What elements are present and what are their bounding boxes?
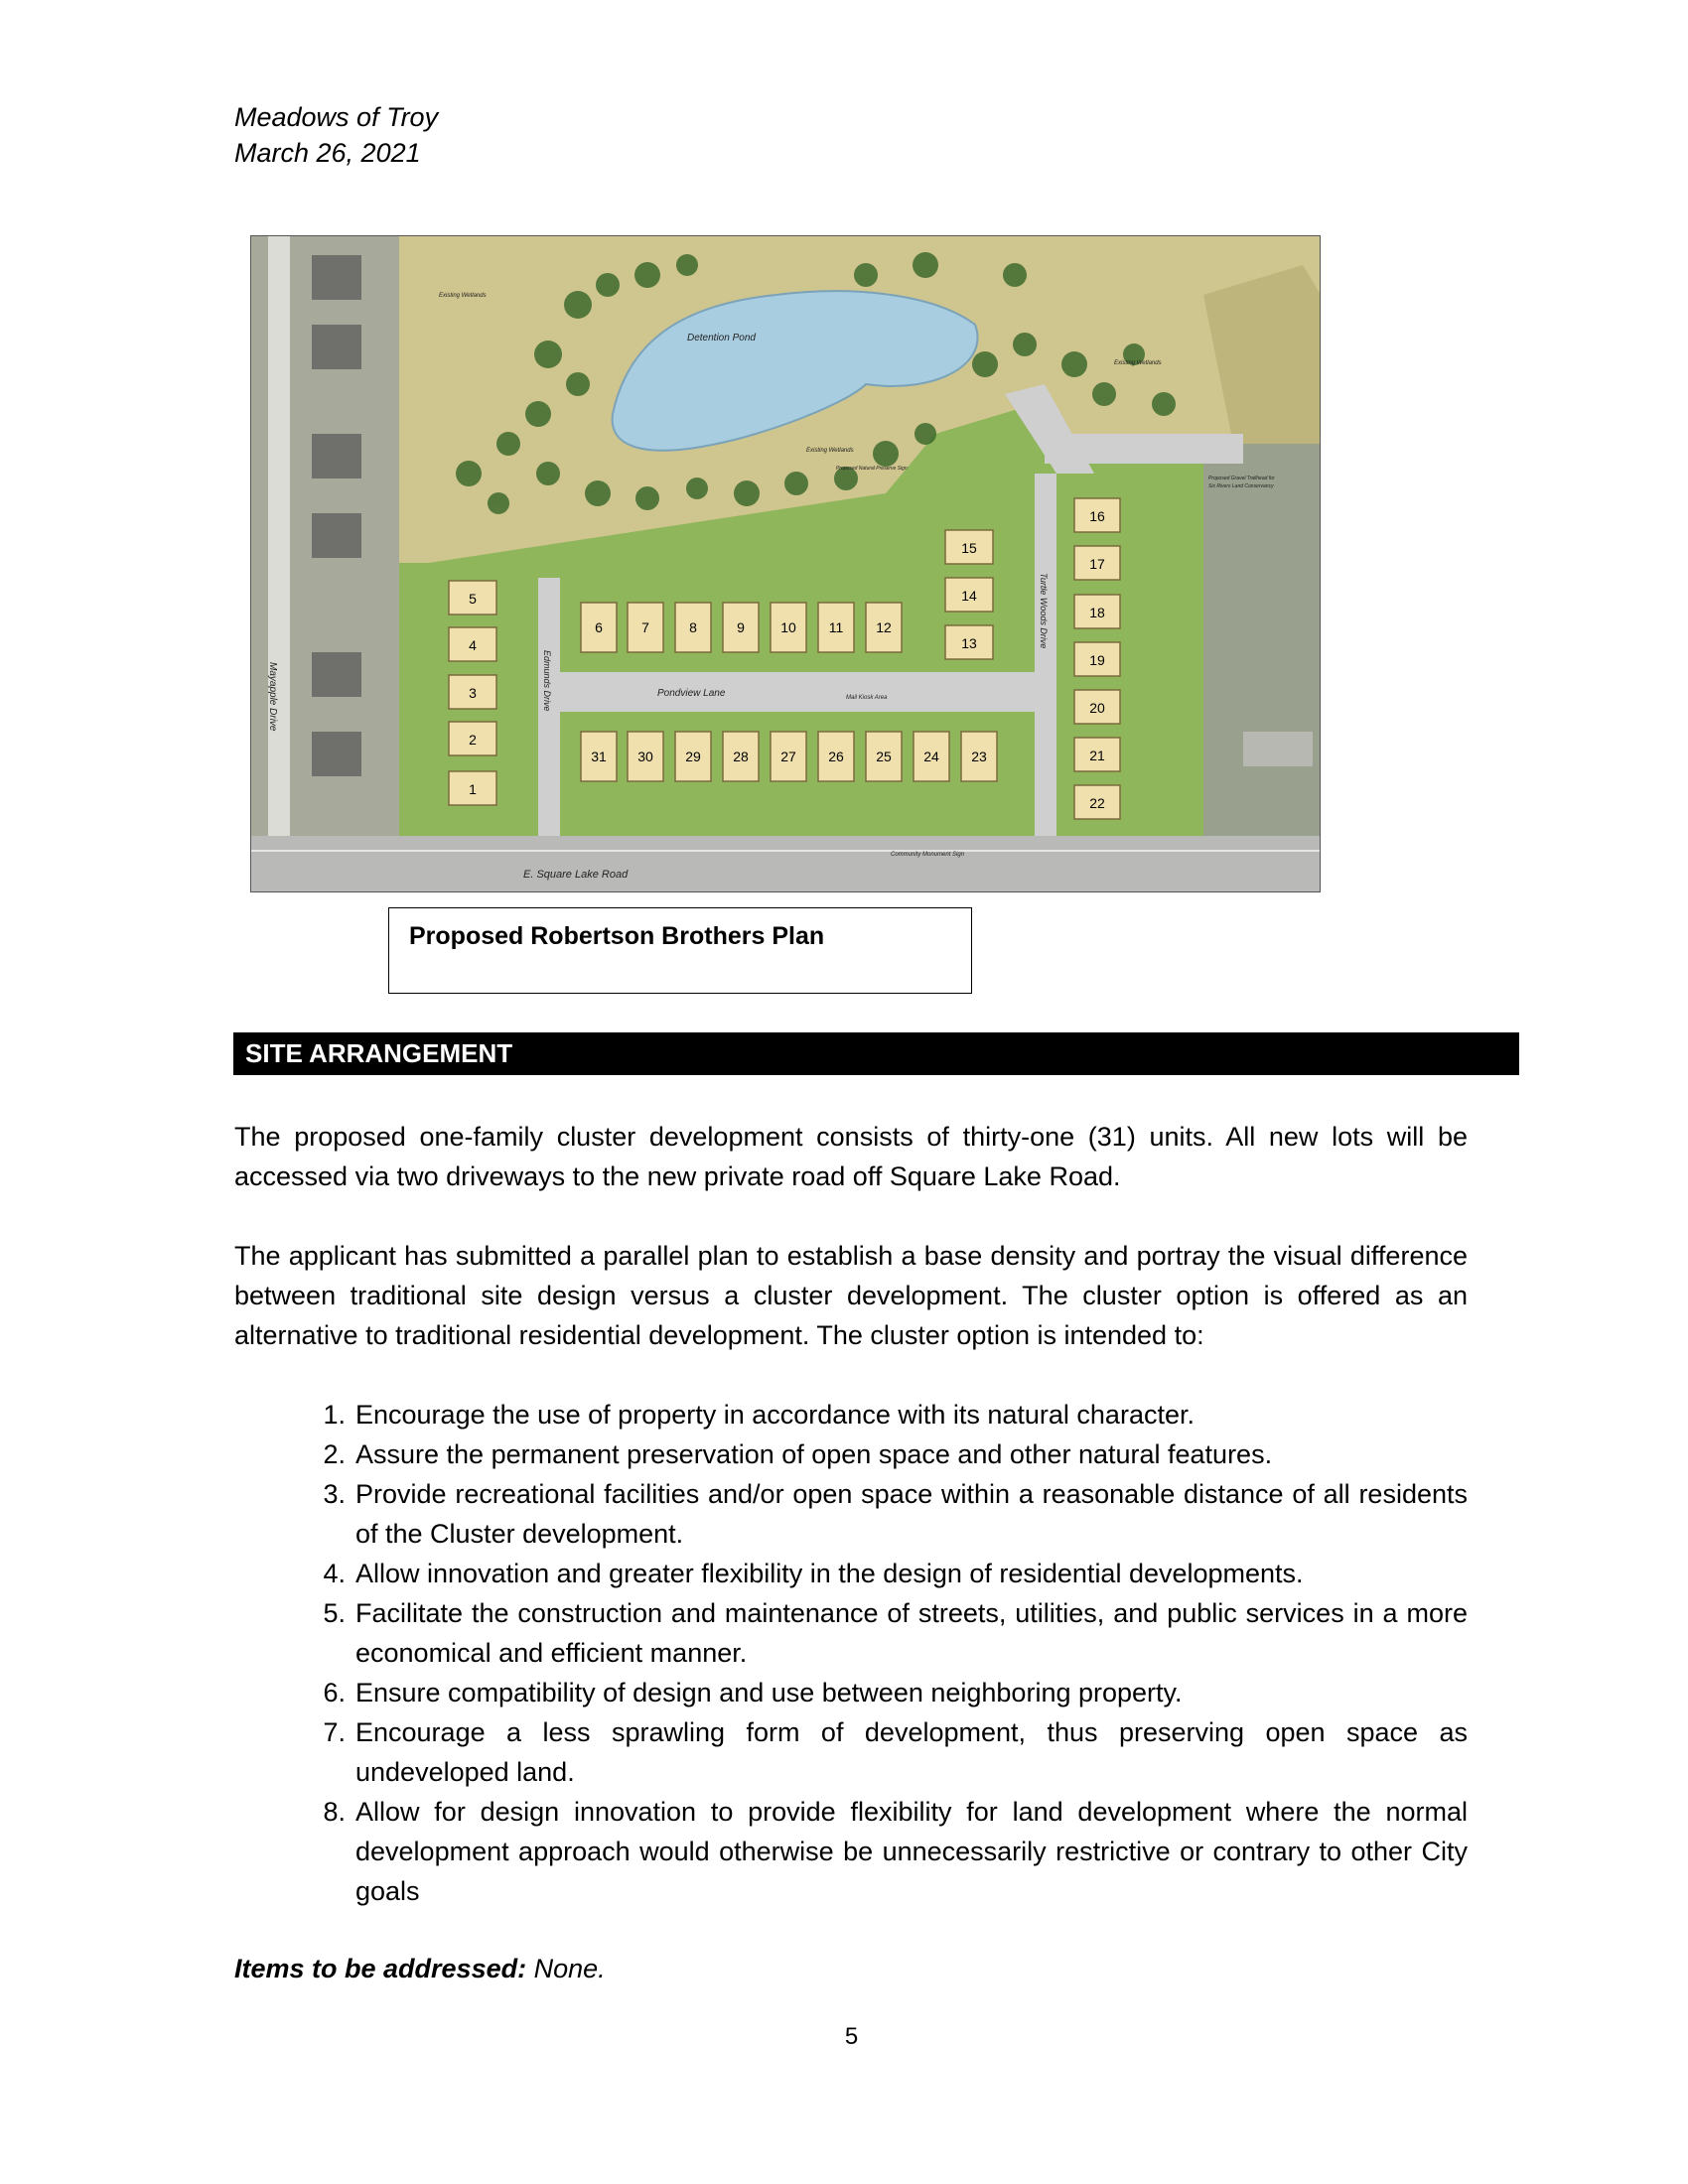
list-item — [234, 1593, 1468, 1673]
list-item — [234, 1395, 1468, 1434]
lot-19: 19 — [1089, 652, 1105, 668]
square-lake-road-label: E. Square Lake Road — [523, 869, 629, 881]
list-item — [234, 1554, 1468, 1593]
list-item — [234, 1712, 1468, 1792]
list-number: 7. — [323, 1717, 346, 1747]
detention-pond-label: Detention Pond — [687, 333, 756, 343]
lot-18: 18 — [1089, 605, 1105, 620]
paragraph-overview: The proposed one-family cluster development consists of thirty-one (31) units. All new lots will be accessed via two driveways to the new private road off Square Lake Road. — [234, 1122, 1468, 1191]
cluster-goals-list — [234, 1395, 1468, 1911]
site-plan-image — [250, 235, 1321, 892]
list-text: Facilitate the construction and maintenance of streets, utilities, and public services in a more economical and efficient manner. — [355, 1598, 1468, 1668]
lot-31: 31 — [591, 749, 607, 764]
list-text: Encourage a less sprawling form of development, thus preserving open space as undeveloped land. — [355, 1717, 1468, 1787]
lot-30: 30 — [637, 749, 653, 764]
list-number: 4. — [323, 1559, 346, 1588]
lot-5: 5 — [469, 591, 477, 607]
trailhead-label-1: Proposed Gravel Trailhead for — [1208, 476, 1275, 481]
mayapple-drive-road — [268, 235, 290, 836]
lot-15: 15 — [961, 540, 977, 556]
document-date: March 26, 2021 — [234, 138, 421, 168]
east-neighbor — [1203, 444, 1321, 836]
lot-10: 10 — [780, 619, 796, 635]
list-number: 6. — [323, 1678, 346, 1707]
natural-preserve-label: Proposed Natural Preserve Sign — [836, 466, 908, 472]
lot-13: 13 — [961, 635, 977, 651]
lot-11: 11 — [828, 619, 844, 635]
lot-29: 29 — [685, 749, 701, 764]
list-item — [234, 1474, 1468, 1554]
list-text: Allow innovation and greater flexibility in the design of residential developments. — [355, 1559, 1304, 1588]
lot-1: 1 — [469, 781, 477, 797]
east-neighbor-house — [1243, 732, 1313, 766]
square-lake-road — [250, 836, 1321, 892]
items-label: Items to be addressed: — [234, 1954, 527, 1983]
list-text: Ensure compatibility of design and use between neighboring property. — [355, 1678, 1183, 1707]
list-item — [234, 1792, 1468, 1911]
mayapple-drive-label: Mayapple Drive — [267, 662, 278, 732]
pondview-lane-label: Pondview Lane — [657, 688, 726, 699]
list-number: 8. — [323, 1797, 346, 1827]
document-header — [234, 99, 438, 171]
lot-2: 2 — [469, 732, 477, 748]
lot-21: 21 — [1089, 748, 1105, 763]
items-value: None. — [526, 1954, 606, 1983]
lot-27: 27 — [780, 749, 796, 764]
monument-sign-label: Community Monument Sign — [891, 852, 965, 858]
lot-9: 9 — [737, 619, 745, 635]
list-text: Allow for design innovation to provide flexibility for land development where the normal development approach would otherwise be unnecessarily restrictive or contrary to other City goals — [355, 1797, 1468, 1906]
project-name: Meadows of Troy — [234, 102, 439, 132]
lot-4: 4 — [469, 637, 477, 653]
lot-24: 24 — [923, 749, 939, 764]
lot-7: 7 — [641, 619, 649, 635]
lot-23: 23 — [971, 749, 987, 764]
list-number: 2. — [323, 1439, 346, 1469]
lot-26: 26 — [828, 749, 844, 764]
lot-17: 17 — [1089, 556, 1105, 572]
wetlands-label-2: Existing Wetlands — [806, 448, 854, 454]
wetlands-label-1: Existing Wetlands — [439, 293, 487, 299]
lot-6: 6 — [595, 619, 603, 635]
paragraph-cluster-option: The applicant has submitted a parallel plan to establish a base density and portray the visual difference between traditional site design versus a cluster development. The cluster option is offered as an alternative to traditional residential development. The cluster option is intended to: — [234, 1241, 1468, 1350]
list-text: Provide recreational facilities and/or open space within a reasonable distance of all residents of the Cluster development. — [355, 1479, 1468, 1549]
figure-caption: Proposed Robertson Brothers Plan — [388, 907, 972, 994]
list-number: 5. — [323, 1598, 346, 1628]
lot-22: 22 — [1089, 795, 1105, 811]
list-text: Encourage the use of property in accordance with its natural character. — [355, 1400, 1195, 1430]
page-number: 5 — [844, 2023, 859, 2050]
trailhead-label-2: Six Rivers Land Conservancy — [1208, 483, 1274, 489]
edmunds-drive-label: Edmunds Drive — [542, 650, 552, 712]
lot-28: 28 — [733, 749, 749, 764]
lot-8: 8 — [689, 619, 697, 635]
section-heading: SITE ARRANGEMENT — [233, 1032, 1519, 1075]
items-to-address — [234, 1954, 606, 1984]
lot-16: 16 — [1089, 508, 1105, 524]
list-text: Assure the permanent preservation of open space and other natural features. — [355, 1439, 1273, 1469]
list-item — [234, 1673, 1468, 1712]
list-number: 1. — [323, 1400, 346, 1430]
lot-12: 12 — [876, 619, 892, 635]
wetlands-label-3: Existing Wetlands — [1114, 360, 1162, 366]
lot-3: 3 — [469, 685, 477, 701]
list-item — [234, 1434, 1468, 1474]
lot-14: 14 — [961, 588, 977, 604]
lot-25: 25 — [876, 749, 892, 764]
turtle-woods-drive-label: Turtle Woods Drive — [1039, 573, 1049, 649]
lot-20: 20 — [1089, 700, 1105, 716]
list-number: 3. — [323, 1479, 346, 1509]
mail-kiosk-label: Mail Kiosk Area — [846, 695, 888, 701]
